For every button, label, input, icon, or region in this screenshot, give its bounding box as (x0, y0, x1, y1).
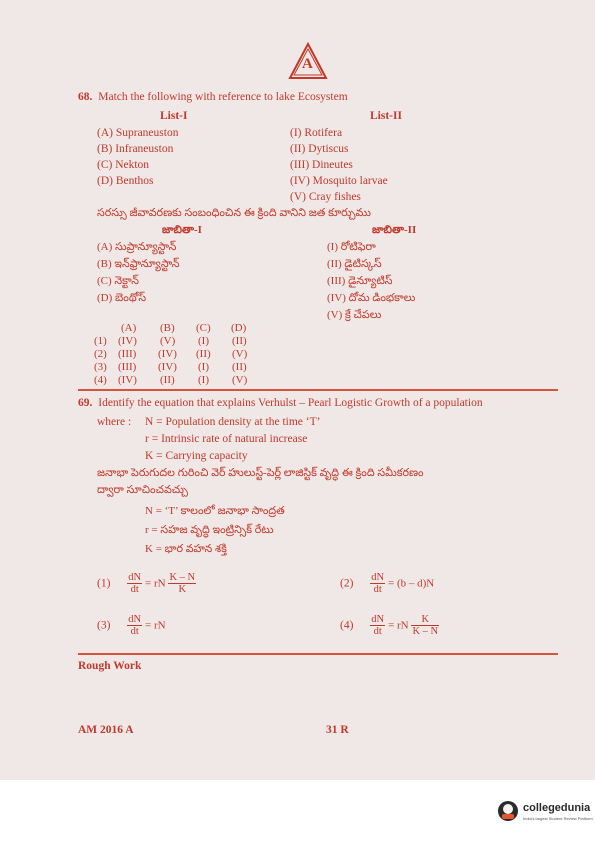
matrix-cell: (II) (232, 361, 247, 373)
matrix-cell: (I) (198, 374, 209, 386)
fraction-denominator: K – N (412, 626, 439, 637)
fraction-numerator: dN (128, 572, 142, 583)
derivative-fraction (127, 614, 142, 637)
matrix-cell: (I) (198, 335, 209, 347)
telugu-list1-item: (A) సుప్రాన్యూస్టాన్ (97, 241, 177, 253)
equation-option-2[interactable] (340, 572, 434, 595)
collegedunia-brand: collegedunia (523, 802, 591, 814)
booklet-series-letter: A (302, 56, 313, 72)
telugu-list2-title: జాబితా-II (372, 224, 417, 236)
matrix-cell: (V) (232, 374, 248, 386)
matrix-cell: (II) (196, 348, 211, 360)
list1-item: (B) Infraneuston (97, 143, 174, 155)
fraction-numerator: K (411, 614, 439, 626)
matrix-cell: (II) (232, 335, 247, 347)
where-label: where : (97, 416, 132, 428)
fraction-numerator: dN (371, 614, 385, 625)
matrix-cell: (II) (160, 374, 175, 386)
matrix-header-cell: (C) (196, 322, 211, 334)
matrix-header-cell: (A) (121, 322, 137, 334)
option-label: (2) (340, 577, 354, 590)
telugu-question-text: జనాభా పెరుగుదల గురించి వెర్ హులుస్ట్-పెర్ల్ లాజిస్టిక్ వృద్ధి ఈ క్రింది సమీకరణం (97, 467, 424, 479)
rough-work-divider (78, 653, 558, 655)
equation-rhs: = rN (145, 619, 166, 632)
telugu-question-text: సరస్సు జీవావరణకు సంబంధించిన ఈ క్రింది వానిని జత కూర్చుము (97, 207, 371, 219)
derivative-fraction (127, 572, 142, 595)
list2-item: (I) Rotifera (290, 127, 343, 139)
list1-item: (D) Benthos (97, 175, 154, 187)
telugu-list2-item: (V) క్రే చేపలు (327, 309, 382, 321)
rhs-fraction (168, 572, 196, 595)
telugu-list1-item: (B) ఇన్‌ఫ్రాన్యూస్టాన్ (97, 258, 180, 270)
derivative-fraction (370, 572, 385, 595)
question-divider (78, 389, 558, 391)
fraction-denominator: dt (130, 626, 139, 637)
equation-rhs: = rN (388, 619, 409, 632)
telugu-list1-title: జాబితా-I (162, 224, 202, 236)
list1-item: (C) Nekton (97, 159, 150, 171)
telugu-list2-item: (I) రోటిఫెరా (327, 241, 376, 253)
telugu-definition-line: K = భార వహన శక్తి (145, 543, 227, 555)
list1-item: (A) Supraneuston (97, 127, 179, 139)
telugu-question-text: ద్వారా సూచించవచ్చు (97, 484, 188, 496)
option-label: (1) (94, 335, 107, 347)
telugu-list2-item: (II) డైటిస్కస్ (327, 258, 382, 270)
fraction-denominator: dt (130, 584, 139, 595)
equation-rhs: = (b – d)N (388, 577, 435, 590)
rhs-fraction (411, 614, 439, 637)
question-text: Identify the equation that explains Verhulst – Pearl Logistic Growth of a population (98, 397, 483, 409)
question-69-heading (78, 397, 483, 409)
fraction-numerator: dN (371, 572, 385, 583)
derivative-fraction (370, 614, 385, 637)
matrix-cell: (IV) (118, 335, 137, 347)
fraction-denominator: dt (373, 626, 382, 637)
definition-line: K = Carrying capacity (145, 450, 248, 462)
fraction-numerator: dN (128, 614, 142, 625)
fraction-denominator: dt (373, 584, 382, 595)
telugu-definition-line: r = సహజ వృద్ధి ఇంట్రిన్సిక్ రేటు (145, 524, 274, 536)
collegedunia-logo-icon (497, 800, 519, 822)
list2-item: (III) Dineutes (290, 159, 353, 171)
list2-title: List-II (370, 110, 402, 122)
fraction-numerator: K – N (169, 572, 196, 583)
list2-item: (IV) Mosquito larvae (290, 175, 388, 187)
definition-line: N = Population density at the time ‘T’ (145, 416, 321, 428)
telugu-list1-item: (D) బెంథోస్ (97, 292, 147, 304)
definition-line: r = Intrinsic rate of natural increase (145, 433, 308, 445)
equation-option-4[interactable] (340, 614, 439, 637)
page-number: 31 R (326, 724, 349, 736)
matrix-header-cell: (D) (231, 322, 247, 334)
matrix-header-cell: (B) (160, 322, 175, 334)
collegedunia-tagline: India's largest Student Review Platform (523, 816, 593, 821)
rough-work-label: Rough Work (78, 660, 142, 672)
list2-item: (II) Dytiscus (290, 143, 349, 155)
question-68-heading (78, 91, 348, 103)
matrix-cell: (I) (198, 361, 209, 373)
telugu-list2-item: (III) డైన్యూటిస్ (327, 275, 393, 287)
matrix-cell: (V) (160, 335, 176, 347)
telugu-definition-line: N = ‘T’ కాలంలో జనాభా సాంద్రత (145, 505, 285, 517)
matrix-cell: (III) (118, 361, 137, 373)
option-label: (3) (94, 361, 107, 373)
matrix-cell: (V) (232, 348, 248, 360)
equation-rhs: = rN (145, 577, 166, 590)
list1-title: List-I (160, 110, 188, 122)
option-label: (4) (340, 619, 354, 632)
equation-option-3[interactable] (97, 614, 166, 637)
list2-item: (V) Cray fishes (290, 191, 361, 203)
matrix-cell: (IV) (158, 348, 177, 360)
matrix-cell: (IV) (118, 374, 137, 386)
question-number: 68. (78, 91, 93, 103)
matrix-cell: (III) (118, 348, 137, 360)
fraction-denominator: K (178, 584, 187, 595)
equation-option-1[interactable] (97, 572, 196, 595)
question-number: 69. (78, 397, 93, 409)
telugu-list1-item: (C) నెక్టాన్ (97, 275, 139, 287)
matrix-cell: (IV) (158, 361, 177, 373)
option-label: (1) (97, 577, 111, 590)
option-label: (4) (94, 374, 107, 386)
telugu-list2-item: (IV) దోమ డింభకాలు (327, 292, 416, 304)
paper-code: AM 2016 A (78, 724, 134, 736)
question-text: Match the following with reference to lake Ecosystem (98, 91, 348, 103)
option-label: (2) (94, 348, 107, 360)
option-label: (3) (97, 619, 111, 632)
